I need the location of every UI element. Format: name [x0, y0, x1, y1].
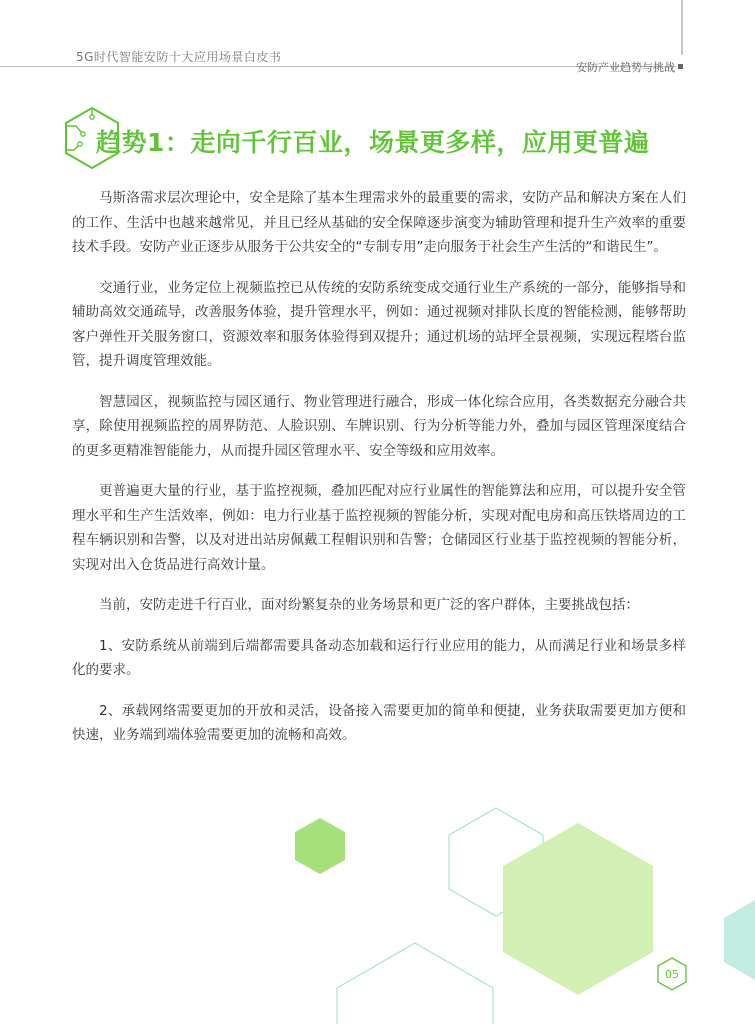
paragraph-industries: 更普遍更大量的行业，基于监控视频，叠加匹配对应行业属性的智能算法和应用，可以提升安全管理水平和生产生活效率，例如：电力行业基于监控视频的智能分析，实现对配电房和高压铁塔周边的工程车辆识别和告警，以及对进出站房佩戴工程帽识别和告警；仓储园区行业基于监控视频的智能分析，实现对出入仓货品进行高效计量。: [72, 483, 686, 573]
page-heading: 趋势1：走向千行百业，场景更多样，应用更普遍: [96, 128, 650, 157]
paragraph-maslow: 马斯洛需求层次理论中，安全是除了基本生理需求外的最重要的需求，安防产品和解决方案在人们的工作、生活中也越来越常见，并且已经从基础的安全保障逐步演变为辅助管理和提升生产效率的重要技术手段。安防产业正逐步从服务于公共安全的“专制专用”走向服务于社会生产生活的“和谐民生”。: [72, 190, 686, 255]
paragraph-challenges-intro: 当前，安防走进千行百业，面对纷繁复杂的业务场景和更广泛的客户群体，主要挑战包括：: [99, 597, 639, 613]
page-number: 05: [665, 967, 679, 981]
small-green-hexagon: [295, 818, 345, 874]
document-title: 5G时代智能安防十大应用场景白皮书: [76, 50, 282, 64]
paragraph-smart-park: 智慧园区，视频监控与园区通行、物业管理进行融合，形成一体化综合应用，各类数据充分融合共享，除使用视频监控的周界防范、人脸识别、车牌识别、行为分析等能力外，叠加与园区管理深度结合的更多更精准智能能力，从而提升园区管理水平、安全等级和应用效率。: [72, 393, 686, 459]
large-light-green-hexagon: [503, 823, 653, 995]
bottom-outline-hexagon: [337, 943, 493, 1024]
paragraph-challenge-2: 2、承载网络需要更加的开放和灵活，设备接入需要更加的简单和便捷，业务获取需要更加方便和快速，业务端到端体验需要更加的流畅和高效。: [72, 702, 686, 743]
paragraph-transport: 交通行业，业务定位上视频监控已从传统的安防系统变成交通行业生产系统的一部分，能够指导和辅助高效交通疏导，改善服务体验，提升管理水平，例如：通过视频对排队长度的智能检测，能够帮助客户弹性开关服务窗口，资源效率和服务体验得到双提升；通过机场的站坪全景视频，实现远程塔台监管，提升调度管理效能。: [72, 279, 686, 369]
paragraph-challenge-1: 1、安防系统从前端到后端都需要具备动态加载和运行行业应用的能力，从而满足行业和场景多样化的要求。: [72, 637, 686, 678]
section-title: 安防产业趋势与挑战: [576, 61, 675, 74]
edge-teal-hexagon: [724, 896, 755, 984]
